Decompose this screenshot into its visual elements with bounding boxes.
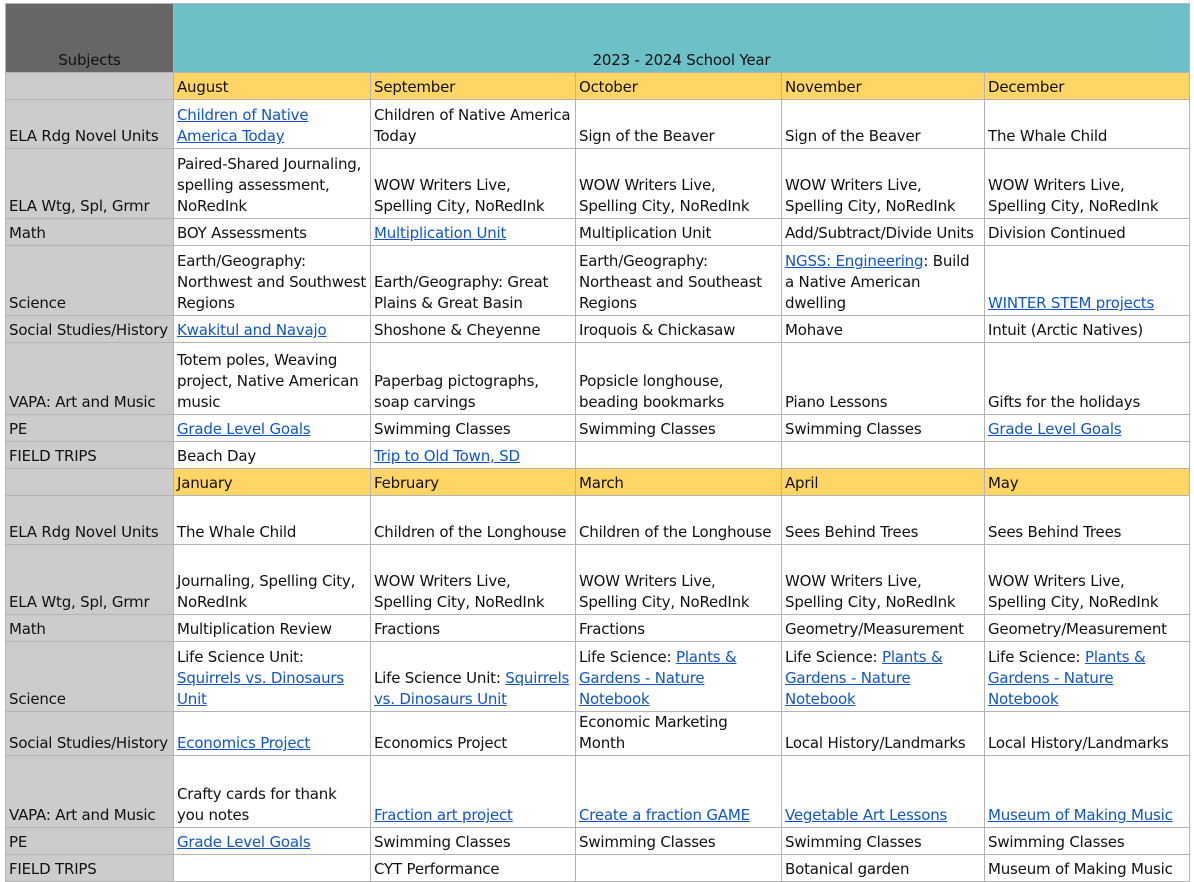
schedule-cell[interactable] [576, 442, 782, 469]
schedule-cell[interactable] [782, 828, 985, 855]
cell-link[interactable]: Squirrels vs. Dinosaurs Unit [177, 669, 344, 708]
subject-row-ela-rdg-novel-units [6, 496, 1190, 545]
subject-row-science [6, 642, 1190, 712]
schedule-cell[interactable] [371, 316, 576, 343]
schedule-cell[interactable] [782, 545, 985, 615]
month-header-may[interactable]: May [985, 469, 1190, 496]
cell-text: WOW Writers Live, Spelling City, NoRedInk [374, 572, 545, 611]
schedule-cell[interactable] [576, 100, 782, 149]
subject-label-cell[interactable]: VAPA: Art and Music [6, 343, 174, 415]
month-header-september[interactable]: September [371, 73, 576, 100]
cell-text: Life Science Unit: [374, 669, 506, 687]
schedule-cell[interactable] [371, 415, 576, 442]
month-header-august[interactable]: August [174, 73, 371, 100]
schedule-cell[interactable] [174, 642, 371, 712]
cell-text: Multiplication Review [177, 620, 332, 638]
blank-label-cell[interactable] [6, 469, 174, 496]
cell-text: Earth/Geography: Northeast and Southeast Regions [579, 252, 762, 312]
schedule-cell[interactable] [371, 149, 576, 219]
subject-row-ela-wtg-spl-grmr [6, 149, 1190, 219]
month-header-february[interactable]: February [371, 469, 576, 496]
cell-link[interactable]: Economics Project [177, 734, 311, 752]
cell-text: Swimming Classes [579, 833, 716, 851]
cell-text: Beach Day [177, 447, 257, 465]
subject-label-cell[interactable]: Science [6, 642, 174, 712]
cell-text: Geometry/Measurement [988, 620, 1167, 638]
schedule-cell[interactable] [174, 415, 371, 442]
schedule-cell[interactable] [174, 316, 371, 343]
cell-text: Children of Native America Today [374, 106, 571, 145]
cell-text: Life Science: [785, 648, 882, 666]
cell-text: Children of the Longhouse [374, 523, 567, 541]
month-header-row [6, 73, 1190, 100]
schedule-cell[interactable] [782, 642, 985, 712]
schedule-cell[interactable] [371, 642, 576, 712]
schedule-cell[interactable] [174, 545, 371, 615]
cell-text: Local History/Landmarks [785, 734, 966, 752]
schedule-cell[interactable] [371, 828, 576, 855]
cell-text: Multiplication Unit [579, 224, 712, 242]
cell-text: Gifts for the holidays [988, 393, 1141, 411]
schedule-grid [5, 3, 1190, 882]
subject-row-math [6, 615, 1190, 642]
cell-text: Add/Subtract/Divide Units [785, 224, 974, 242]
month-header-january[interactable]: January [174, 469, 371, 496]
month-header-october[interactable]: October [576, 73, 782, 100]
schedule-cell[interactable] [782, 219, 985, 246]
schedule-cell[interactable] [782, 496, 985, 545]
schedule-cell[interactable] [576, 343, 782, 415]
schedule-cell[interactable] [371, 545, 576, 615]
cell-text: Swimming Classes [579, 420, 716, 438]
schedule-cell[interactable] [782, 149, 985, 219]
subject-label-cell[interactable]: FIELD TRIPS [6, 442, 174, 469]
cell-text: Life Science Unit: [177, 648, 304, 666]
cell-text: Museum of Making Music [988, 860, 1173, 878]
cell-text: Children of the Longhouse [579, 523, 772, 541]
schedule-cell[interactable] [371, 343, 576, 415]
cell-text: WOW Writers Live, Spelling City, NoRedInk [374, 176, 545, 215]
schedule-cell[interactable] [576, 855, 782, 882]
schedule-cell[interactable] [782, 756, 985, 828]
subject-row-social-studies-history [6, 316, 1190, 343]
schedule-cell[interactable] [782, 246, 985, 316]
subjects-header-cell[interactable]: Subjects [6, 4, 174, 73]
schedule-cell[interactable] [576, 149, 782, 219]
schedule-cell[interactable] [985, 343, 1190, 415]
cell-link[interactable]: Trip to Old Town, SD [374, 447, 520, 465]
subject-label-cell[interactable]: VAPA: Art and Music [6, 756, 174, 828]
schedule-cell[interactable] [371, 100, 576, 149]
cell-link[interactable]: Fraction art project [374, 806, 513, 824]
cell-text: Swimming Classes [785, 833, 922, 851]
subject-label-cell[interactable]: Social Studies/History [6, 712, 174, 756]
schedule-cell[interactable] [782, 442, 985, 469]
cell-text: WOW Writers Live, Spelling City, NoRedInk [988, 176, 1159, 215]
cell-text: Sign of the Beaver [785, 127, 921, 145]
schedule-cell[interactable] [576, 642, 782, 712]
schedule-cell[interactable] [782, 316, 985, 343]
schedule-cell[interactable] [371, 442, 576, 469]
cell-text: : Build a Native American dwelling [785, 252, 970, 312]
schedule-cell[interactable] [985, 316, 1190, 343]
cell-text: Totem poles, Weaving project, Native American music [177, 351, 359, 411]
cell-text: Shoshone & Cheyenne [374, 321, 541, 339]
subject-label-cell[interactable]: Math [6, 615, 174, 642]
schedule-cell[interactable] [782, 615, 985, 642]
schedule-cell[interactable] [174, 442, 371, 469]
month-header-november[interactable]: November [782, 73, 985, 100]
cell-text: Life Science: [988, 648, 1085, 666]
subject-row-pe [6, 828, 1190, 855]
schedule-cell[interactable] [174, 219, 371, 246]
schedule-cell[interactable] [174, 855, 371, 882]
subject-row-field-trips [6, 442, 1190, 469]
subject-row-vapa-art-and-music [6, 756, 1190, 828]
cell-link[interactable]: Grade Level Goals [988, 420, 1122, 438]
cell-text: Fractions [579, 620, 645, 638]
cell-link[interactable]: Plants & Gardens - Nature Notebook [579, 648, 737, 708]
schedule-cell[interactable] [576, 415, 782, 442]
cell-text: Sign of the Beaver [579, 127, 715, 145]
cell-text: Fractions [374, 620, 440, 638]
cell-link[interactable]: Squirrels vs. Dinosaurs Unit [374, 669, 570, 708]
schedule-cell[interactable] [985, 219, 1190, 246]
cell-text: Sees Behind Trees [988, 523, 1122, 541]
blank-label-cell[interactable] [6, 73, 174, 100]
cell-text: The Whale Child [988, 127, 1108, 145]
cell-text: Local History/Landmarks [988, 734, 1169, 752]
cell-link[interactable]: Vegetable Art Lessons [785, 806, 948, 824]
cell-text: Iroquois & Chickasaw [579, 321, 736, 339]
cell-text: Popsicle longhouse, beading bookmarks [579, 372, 725, 411]
schedule-cell[interactable] [174, 343, 371, 415]
schedule-cell[interactable] [174, 246, 371, 316]
schedule-cell[interactable] [782, 712, 985, 756]
schedule-cell[interactable] [985, 415, 1190, 442]
subject-label-cell[interactable]: PE [6, 828, 174, 855]
cell-link[interactable]: Create a fraction GAME [579, 806, 750, 824]
cell-text: Economic Marketing Month [579, 713, 728, 752]
schedule-cell[interactable] [371, 615, 576, 642]
cell-text: Swimming Classes [785, 420, 922, 438]
schedule-cell[interactable] [782, 415, 985, 442]
cell-text: WOW Writers Live, Spelling City, NoRedInk [785, 176, 956, 215]
schedule-cell[interactable] [782, 100, 985, 149]
cell-link[interactable]: Museum of Making Music [988, 806, 1173, 824]
cell-link[interactable]: NGSS: Engineering [785, 252, 924, 270]
schedule-cell[interactable] [174, 756, 371, 828]
schedule-cell[interactable] [174, 149, 371, 219]
subject-row-math [6, 219, 1190, 246]
subject-label-cell[interactable]: PE [6, 415, 174, 442]
subject-row-social-studies-history [6, 712, 1190, 756]
schedule-cell[interactable] [371, 219, 576, 246]
cell-text: BOY Assessments [177, 224, 307, 242]
cell-text: Piano Lessons [785, 393, 888, 411]
schedule-cell[interactable] [174, 712, 371, 756]
schedule-cell[interactable] [576, 756, 782, 828]
cell-text: The Whale Child [177, 523, 297, 541]
schedule-cell[interactable] [782, 855, 985, 882]
subject-label-cell[interactable]: Science [6, 246, 174, 316]
cell-text: Sees Behind Trees [785, 523, 919, 541]
schedule-cell[interactable] [985, 100, 1190, 149]
schedule-cell[interactable] [174, 100, 371, 149]
subject-label-cell[interactable]: ELA Rdg Novel Units [6, 496, 174, 545]
schedule-cell[interactable] [985, 615, 1190, 642]
schedule-cell[interactable] [985, 246, 1190, 316]
schedule-cell[interactable] [985, 442, 1190, 469]
cell-text: WOW Writers Live, Spelling City, NoRedInk [785, 572, 956, 611]
schedule-cell[interactable] [576, 712, 782, 756]
subject-row-ela-rdg-novel-units [6, 100, 1190, 149]
cell-text: Division Continued [988, 224, 1126, 242]
cell-text: Geometry/Measurement [785, 620, 964, 638]
subject-row-ela-wtg-spl-grmr [6, 545, 1190, 615]
cell-link[interactable]: Children of Native America Today [177, 106, 309, 145]
subject-row-science [6, 246, 1190, 316]
schedule-cell[interactable] [371, 246, 576, 316]
schedule-cell[interactable] [371, 496, 576, 545]
schedule-cell[interactable] [576, 219, 782, 246]
month-header-december[interactable]: December [985, 73, 1190, 100]
subject-row-vapa-art-and-music [6, 343, 1190, 415]
cell-text: Paired-Shared Journaling, spelling assessment, NoRedInk [177, 155, 362, 215]
cell-text: Journaling, Spelling City, NoRedInk [177, 572, 356, 611]
schedule-cell[interactable] [371, 855, 576, 882]
cell-text: Paperbag pictographs, soap carvings [374, 372, 539, 411]
schedule-cell[interactable] [782, 343, 985, 415]
schedule-cell[interactable] [985, 642, 1190, 712]
cell-text: Earth/Geography: Great Plains & Great Basin [374, 273, 549, 312]
subject-label-cell[interactable]: ELA Wtg, Spl, Grmr [6, 545, 174, 615]
subject-label-cell[interactable]: ELA Wtg, Spl, Grmr [6, 149, 174, 219]
schedule-cell[interactable] [174, 615, 371, 642]
schedule-cell[interactable] [371, 712, 576, 756]
cell-text: Swimming Classes [374, 833, 511, 851]
cell-text: Earth/Geography: Northwest and Southwest Regions [177, 252, 367, 312]
cell-text: Life Science: [579, 648, 676, 666]
schedule-cell[interactable] [576, 828, 782, 855]
cell-link[interactable]: Plants & Gardens - Nature Notebook [785, 648, 943, 708]
schedule-cell[interactable] [174, 828, 371, 855]
month-header-april[interactable]: April [782, 469, 985, 496]
cell-text: Economics Project [374, 734, 508, 752]
cell-link[interactable]: Grade Level Goals [177, 420, 311, 438]
cell-link[interactable]: Kwakitul and Navajo [177, 321, 327, 339]
schedule-cell[interactable] [985, 149, 1190, 219]
subject-label-cell[interactable]: FIELD TRIPS [6, 855, 174, 882]
subject-row-pe [6, 415, 1190, 442]
school-year-title-cell[interactable]: 2023 - 2024 School Year [174, 4, 1190, 73]
schedule-cell[interactable] [576, 496, 782, 545]
cell-link[interactable]: WINTER STEM projects [988, 294, 1155, 312]
schedule-cell[interactable] [174, 496, 371, 545]
subject-row-field-trips [6, 855, 1190, 882]
schedule-cell[interactable] [985, 855, 1190, 882]
cell-text: WOW Writers Live, Spelling City, NoRedInk [579, 572, 750, 611]
cell-text: CYT Performance [374, 860, 500, 878]
cell-text: Swimming Classes [374, 420, 511, 438]
schedule-cell[interactable] [985, 496, 1190, 545]
cell-text: Intuit (Arctic Natives) [988, 321, 1144, 339]
cell-text: WOW Writers Live, Spelling City, NoRedInk [579, 176, 750, 215]
schedule-cell[interactable] [985, 756, 1190, 828]
cell-text: WOW Writers Live, Spelling City, NoRedInk [988, 572, 1159, 611]
month-header-row [6, 469, 1190, 496]
cell-link[interactable]: Grade Level Goals [177, 833, 311, 851]
cell-text: Botanical garden [785, 860, 910, 878]
schedule-cell[interactable] [576, 545, 782, 615]
cell-link[interactable]: Multiplication Unit [374, 224, 507, 242]
month-header-march[interactable]: March [576, 469, 782, 496]
subject-label-cell[interactable]: ELA Rdg Novel Units [6, 100, 174, 149]
schedule-cell[interactable] [576, 316, 782, 343]
schedule-cell[interactable] [576, 246, 782, 316]
subject-label-cell[interactable]: Social Studies/History [6, 316, 174, 343]
cell-text: Swimming Classes [988, 833, 1125, 851]
cell-link[interactable]: Plants & Gardens - Nature Notebook [988, 648, 1146, 708]
schedule-cell[interactable] [371, 756, 576, 828]
subject-label-cell[interactable]: Math [6, 219, 174, 246]
cell-text: Crafty cards for thank you notes [177, 785, 337, 824]
schedule-cell[interactable] [985, 545, 1190, 615]
cell-text: Mohave [785, 321, 843, 339]
schedule-cell[interactable] [985, 828, 1190, 855]
schedule-cell[interactable] [985, 712, 1190, 756]
schedule-cell[interactable] [576, 615, 782, 642]
